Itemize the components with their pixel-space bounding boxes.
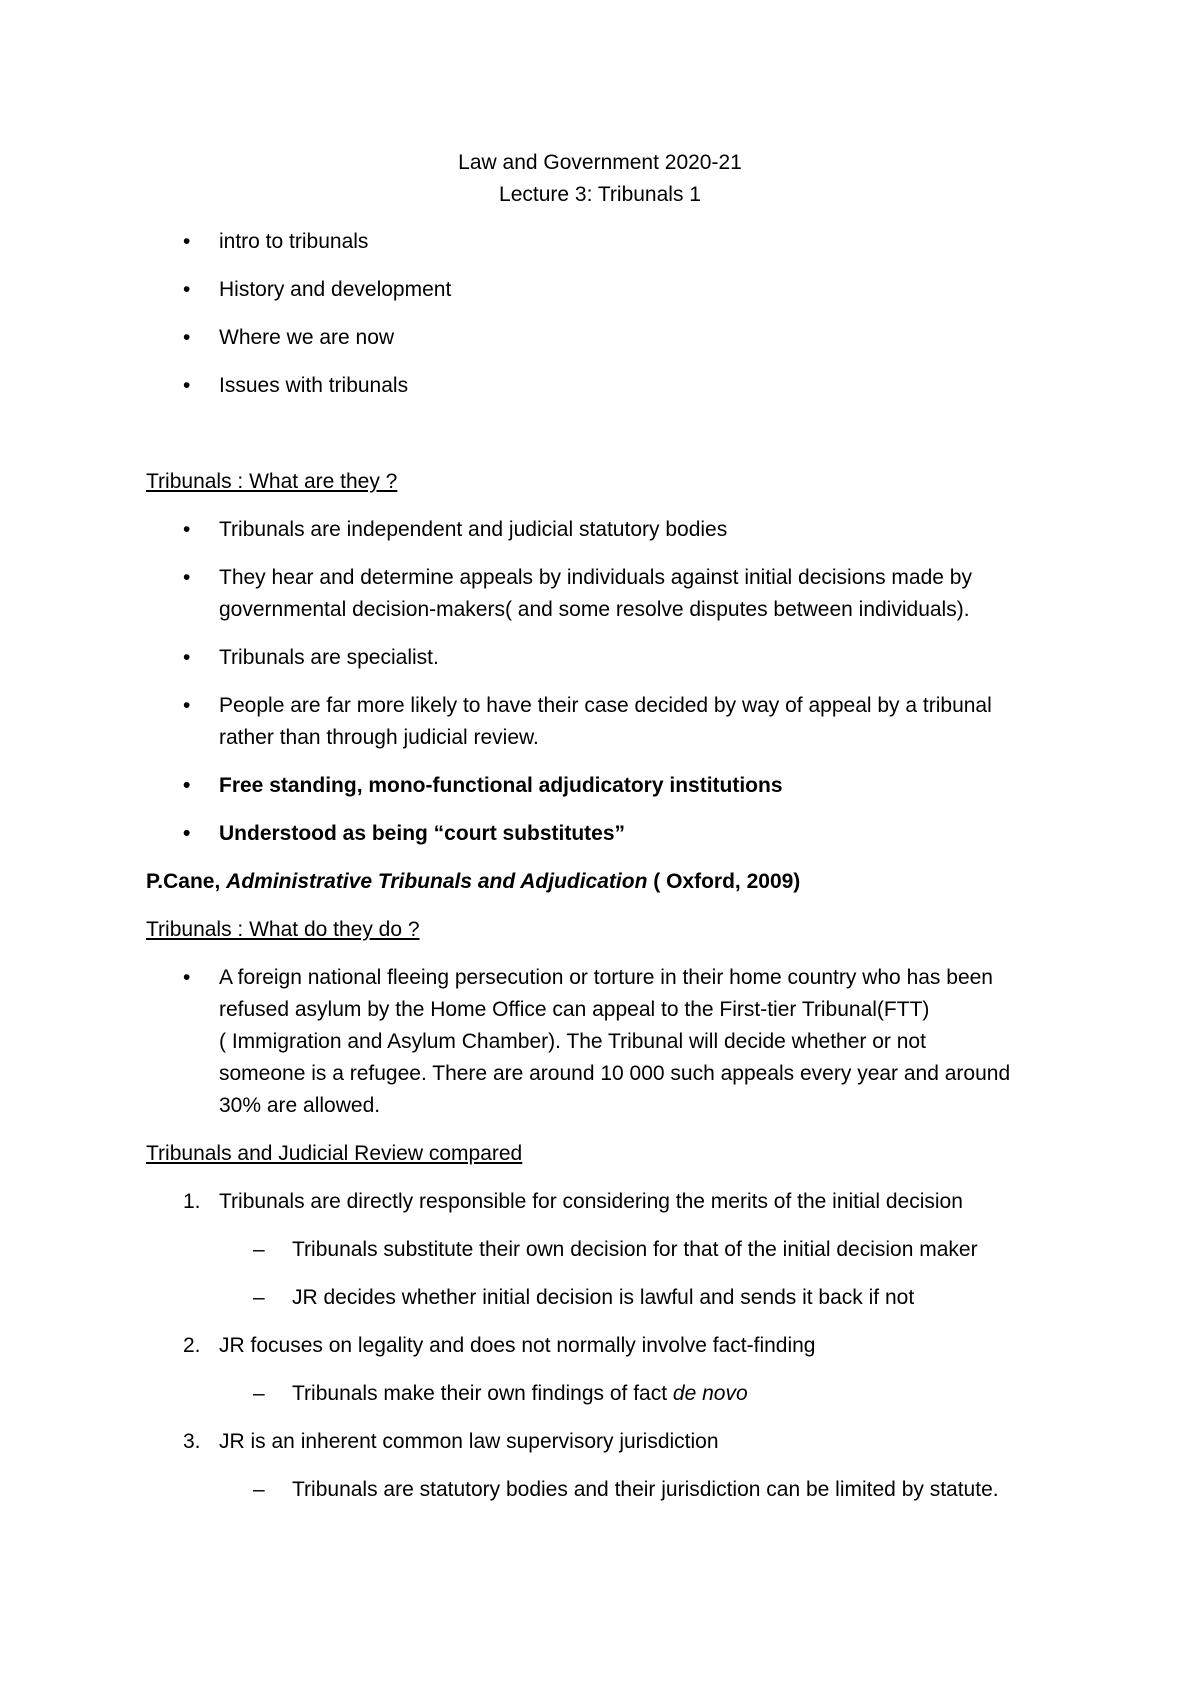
list-item: Tribunals are independent and judicial statutory bodies — [219, 518, 728, 541]
paragraph-line: ( Immigration and Asylum Chamber). The Tribunal will decide whether or not — [219, 1030, 926, 1053]
bullet-icon: • — [183, 326, 191, 349]
paragraph-line: someone is a refugee. There are around 10 000 such appeals every year and around — [219, 1062, 1011, 1085]
bullet-icon: • — [183, 646, 191, 669]
sub-item: Tribunals substitute their own decision for that of the initial decision maker — [292, 1238, 978, 1261]
bullet-icon: • — [183, 694, 191, 717]
sub-item: Tribunals are statutory bodies and their jurisdiction can be limited by statute. — [292, 1478, 999, 1501]
numbered-item: Tribunals are directly responsible for considering the merits of the initial decision — [219, 1190, 963, 1213]
numbered-item: JR is an inherent common law supervisory jurisdiction — [219, 1430, 719, 1453]
list-item-continuation: governmental decision-makers( and some resolve disputes between individuals). — [219, 598, 970, 621]
bullet-icon: • — [183, 822, 191, 845]
bullet-icon: • — [183, 230, 191, 253]
section-heading-what-do-they-do: Tribunals : What do they do ? — [146, 918, 420, 941]
sub-item-text: Tribunals make their own findings of fact — [292, 1382, 668, 1405]
list-number: 1. — [183, 1190, 201, 1213]
list-item: They hear and determine appeals by individuals against initial decisions made by — [219, 566, 972, 589]
list-number: 2. — [183, 1334, 201, 1357]
bullet-icon: • — [183, 518, 191, 541]
paragraph-line: 30% are allowed. — [219, 1094, 381, 1117]
citation — [146, 867, 800, 897]
paragraph-line: refused asylum by the Home Office can appeal to the First-tier Tribunal(FTT) — [219, 998, 930, 1021]
document-title: Law and Government 2020-21 — [458, 151, 742, 174]
section-heading-what-are-they: Tribunals : What are they ? — [146, 470, 398, 493]
list-item-bold: Free standing, mono-functional adjudicatory institutions — [219, 774, 783, 797]
dash-icon: – — [253, 1478, 265, 1501]
outline-item: Where we are now — [219, 326, 395, 349]
citation-author: P.Cane, — [146, 870, 221, 893]
dash-icon: – — [253, 1382, 265, 1405]
bullet-icon: • — [183, 374, 191, 397]
bullet-icon: • — [183, 566, 191, 589]
sub-item: JR decides whether initial decision is lawful and sends it back if not — [292, 1286, 915, 1309]
bullet-icon: • — [183, 278, 191, 301]
document-subtitle: Lecture 3: Tribunals 1 — [499, 183, 701, 206]
citation-publisher: ( Oxford, 2009) — [653, 870, 801, 893]
list-item-continuation: rather than through judicial review. — [219, 726, 539, 749]
dash-icon: – — [253, 1286, 265, 1309]
outline-item: Issues with tribunals — [219, 374, 409, 397]
sub-item — [292, 1379, 748, 1409]
list-item-bold: Understood as being “court substitutes” — [219, 822, 626, 845]
outline-item: intro to tribunals — [219, 230, 369, 253]
list-number: 3. — [183, 1430, 201, 1453]
section-heading-comparison: Tribunals and Judicial Review compared — [146, 1142, 523, 1165]
list-item: People are far more likely to have their case decided by way of appeal by a tribunal — [219, 694, 992, 717]
dash-icon: – — [253, 1238, 265, 1261]
bullet-icon: • — [183, 774, 191, 797]
numbered-item: JR focuses on legality and does not normally involve fact-finding — [219, 1334, 816, 1357]
latin-term: de novo — [672, 1382, 748, 1405]
paragraph-line: A foreign national fleeing persecution or torture in their home country who has been — [219, 966, 993, 989]
citation-work: Administrative Tribunals and Adjudication — [226, 870, 648, 893]
outline-item: History and development — [219, 278, 452, 301]
list-item: Tribunals are specialist. — [219, 646, 439, 669]
bullet-icon: • — [183, 966, 191, 989]
